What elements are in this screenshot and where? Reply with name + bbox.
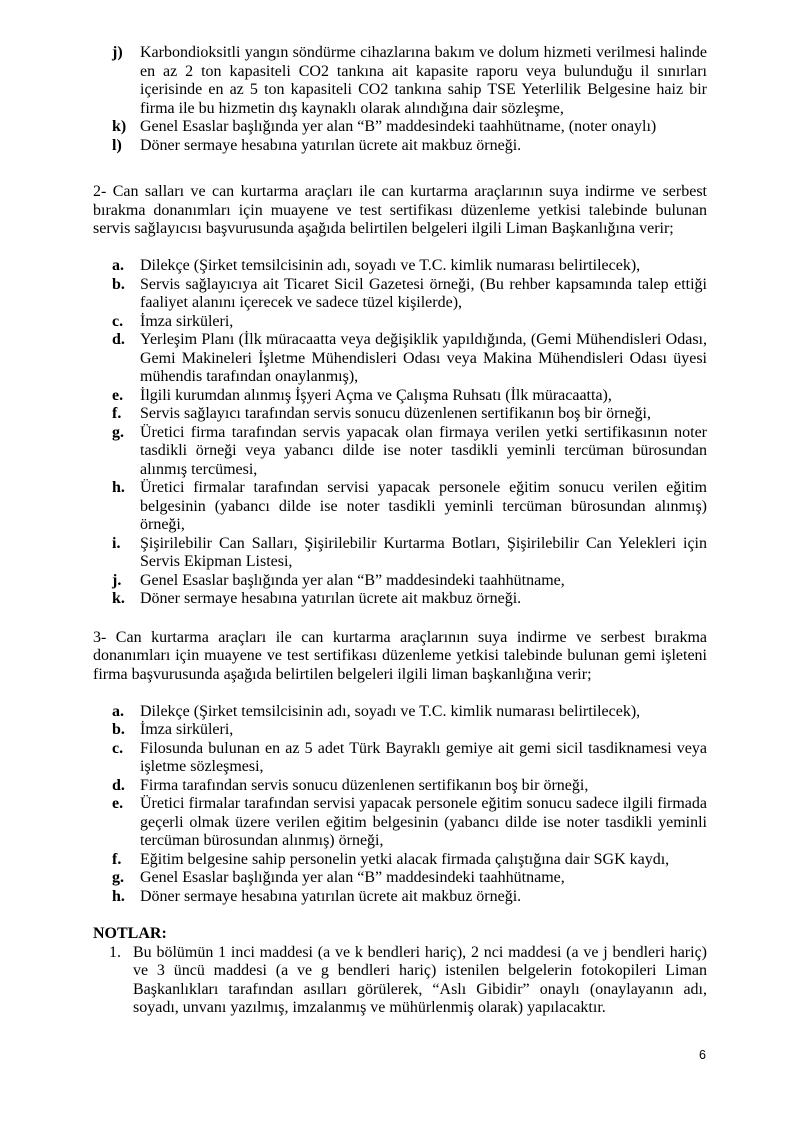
section2-list [93, 257, 707, 609]
item-marker: f. [112, 405, 122, 422]
item-marker: l) [112, 136, 122, 154]
list-item-l [93, 137, 707, 156]
item-text: İlgili kurumdan alınmış İşyeri Açma ve Çalışma Ruhsatı (İlk müracaatta), [140, 386, 612, 404]
item-marker: 1. [109, 943, 121, 961]
item-text: Firma tarafından servis sonucu düzenlenen sertifikanın boş bir örneği, [140, 776, 589, 794]
note-item-1 [93, 944, 707, 1018]
list-item-j [93, 572, 707, 591]
item-text: Şişirilebilir Can Salları, Şişirilebilir Kurtarma Botları, Şişirilebilir Can Yelekleri için Servis Ekipman Listesi, [140, 534, 707, 570]
item-text: Üretici firmalar tarafından servisi yapacak personele eğitim sonucu sadece ilgili firmada geçerli olmak üzere verilen eğitim belgesinin (yabancı dilde ise noter tasdikli yeminli tercüman bürosundan alınmış) örneği, [140, 795, 707, 849]
item-text: İmza sirküleri, [140, 721, 234, 738]
item-text: Genel Esaslar başlığında yer alan “B” maddesindeki taahhütname, [140, 869, 565, 886]
list-item-g [93, 869, 707, 888]
list-item-d [93, 331, 707, 387]
list-item-a [93, 703, 707, 722]
item-text: Dilekçe (Şirket temsilcisinin adı, soyadı ve T.C. kimlik numarası belirtilecek), [140, 702, 641, 720]
item-marker: c. [112, 312, 124, 330]
item-text: Üretici firma tarafından servis yapacak olan firmaya verilen yetki sertifikasının noter tasdikli örneği veya yabancı dilde ise noter tasdikli yeminli tercüman bürosundan alınmış tercümesi, [140, 423, 707, 478]
list-item-k [93, 118, 707, 137]
list-item-i [93, 535, 707, 572]
list-item-g [93, 424, 707, 480]
list-item-f [93, 851, 707, 870]
item-marker: g. [112, 423, 124, 441]
item-text: Genel Esaslar başlığında yer alan “B” maddesindeki taahhütname, (noter onaylı) [140, 118, 657, 135]
list-item-e [93, 387, 707, 406]
item-marker: k. [112, 590, 125, 607]
list-item-d [93, 777, 707, 796]
item-text: İmza sirküleri, [140, 312, 234, 330]
item-marker: f. [112, 850, 122, 868]
list-item-k [93, 590, 707, 609]
section1-list [93, 44, 707, 155]
item-text: Servis sağlayıcı tarafından servis sonucu düzenlenen sertifikanın boş bir örneği, [140, 405, 651, 422]
item-marker: b. [112, 275, 125, 293]
item-text: Döner sermaye hesabına yatırılan ücrete ait makbuz örneği. [140, 887, 522, 905]
item-text: Döner sermaye hesabına yatırılan ücrete ait makbuz örneği. [140, 590, 522, 607]
item-marker: e. [112, 386, 124, 404]
item-marker: k) [112, 118, 127, 135]
list-item-a [93, 257, 707, 276]
item-text: Üretici firmalar tarafından servisi yapacak personele eğitim sonucu verilen eğitim belgesinin (yabancı dilde ise noter tasdikli yeminli tercüman bürosundan alınmış) örneği, [140, 479, 707, 533]
item-text: Genel Esaslar başlığında yer alan “B” maddesindeki taahhütname, [140, 571, 565, 589]
item-text: Yerleşim Planı (İlk müracaatta veya değişiklik yapıldığında, (Gemi Mühendisleri Odası, Gemi Makineleri İşletme Mühendisleri Odası veya Makina Mühendisleri Odası üyesi mühendis tarafından onaylanmış), [140, 331, 707, 385]
list-item-c [93, 313, 707, 332]
list-item-c [93, 740, 707, 777]
item-marker: c. [112, 739, 124, 757]
item-text: Dilekçe (Şirket temsilcisinin adı, soyadı ve T.C. kimlik numarası belirtilecek), [140, 257, 641, 274]
list-item-h [93, 479, 707, 535]
item-marker: j. [112, 571, 122, 589]
list-item-h [93, 888, 707, 907]
item-marker: g. [112, 869, 124, 886]
list-item-j [93, 44, 707, 118]
item-marker: e. [112, 795, 124, 812]
section2-intro: 2- Can salları ve can kurtarma araçları ile can kurtarma araçlarının suya indirme ve serbest bırakma donanımları için muayene ve test sertifikası düzenleme yetkisi talebinde bulunan servis sağlayıcısı başvurusunda aşağıda belirtilen belgeleri ilgili Liman Başkanlığına verir; [93, 183, 707, 237]
item-marker: d. [112, 331, 125, 348]
section3-intro: 3- Can kurtarma araçları ile can kurtarma araçlarının suya indirme ve serbest bırakma donanımları için muayene ve test sertifikası düzenleme yetkisi talebinde bulunan gemi işleteni firma başvurusunda aşağıda belirtilen belgeleri ilgili liman başkanlığına verir; [93, 628, 707, 683]
item-text: Filosunda bulunan en az 5 adet Türk Bayraklı gemiye ait gemi sicil tasdiknamesi veya işletme sözleşmesi, [140, 739, 707, 775]
item-text: Servis sağlayıcıya ait Ticaret Sicil Gazetesi örneği, (Bu rehber kapsamında talep ettiği faaliyet alanını içerecek ve sadece tüzel kişilerde), [140, 275, 707, 311]
item-marker: j) [112, 44, 123, 61]
item-text: Döner sermaye hesabına yatırılan ücrete ait makbuz örneği. [140, 136, 522, 154]
list-item-b [93, 276, 707, 313]
item-marker: i. [112, 534, 121, 552]
item-marker: h. [112, 887, 125, 905]
page-number: 6 [699, 1048, 706, 1062]
item-marker: d. [112, 776, 125, 794]
notes-list [93, 944, 707, 1018]
section3-list [93, 703, 707, 907]
item-marker: b. [112, 721, 125, 738]
list-item-e [93, 795, 707, 851]
item-marker: a. [112, 702, 124, 720]
item-text: Karbondioksitli yangın söndürme cihazlarına bakım ve dolum hizmeti verilmesi halinde en az 2 ton kapasiteli CO2 tankına ait kapasite raporu veya bulunduğu il sınırları içerisinde en az 5 ton kapasiteli CO2 tankına sahip TSE Yeterlilik Belgesine haiz bir firma ile bu hizmetin dış kaynaklı olarak alındığına dair sözleşme, [140, 44, 707, 117]
item-marker: a. [112, 257, 124, 274]
item-text: Bu bölümün 1 inci maddesi (a ve k bendleri hariç), 2 nci maddesi (a ve j bendleri hariç) ve 3 üncü maddesi (a ve g bendleri hariç) istenilen belgelerin fotokopileri Liman Başkanlıkları tarafından asılları görülerek, “Aslı Gibidir” onaylı (onaylayanın adı, soyadı, unvanı yazılmış, imzalanmış ve mühürlenmiş olarak) yapılacaktır. [133, 943, 707, 1016]
list-item-b [93, 721, 707, 740]
notes-heading: NOTLAR: [93, 925, 167, 942]
item-marker: h. [112, 479, 125, 496]
list-item-f [93, 405, 707, 424]
item-text: Eğitim belgesine sahip personelin yetki alacak firmada çalıştığına dair SGK kaydı, [140, 850, 670, 868]
